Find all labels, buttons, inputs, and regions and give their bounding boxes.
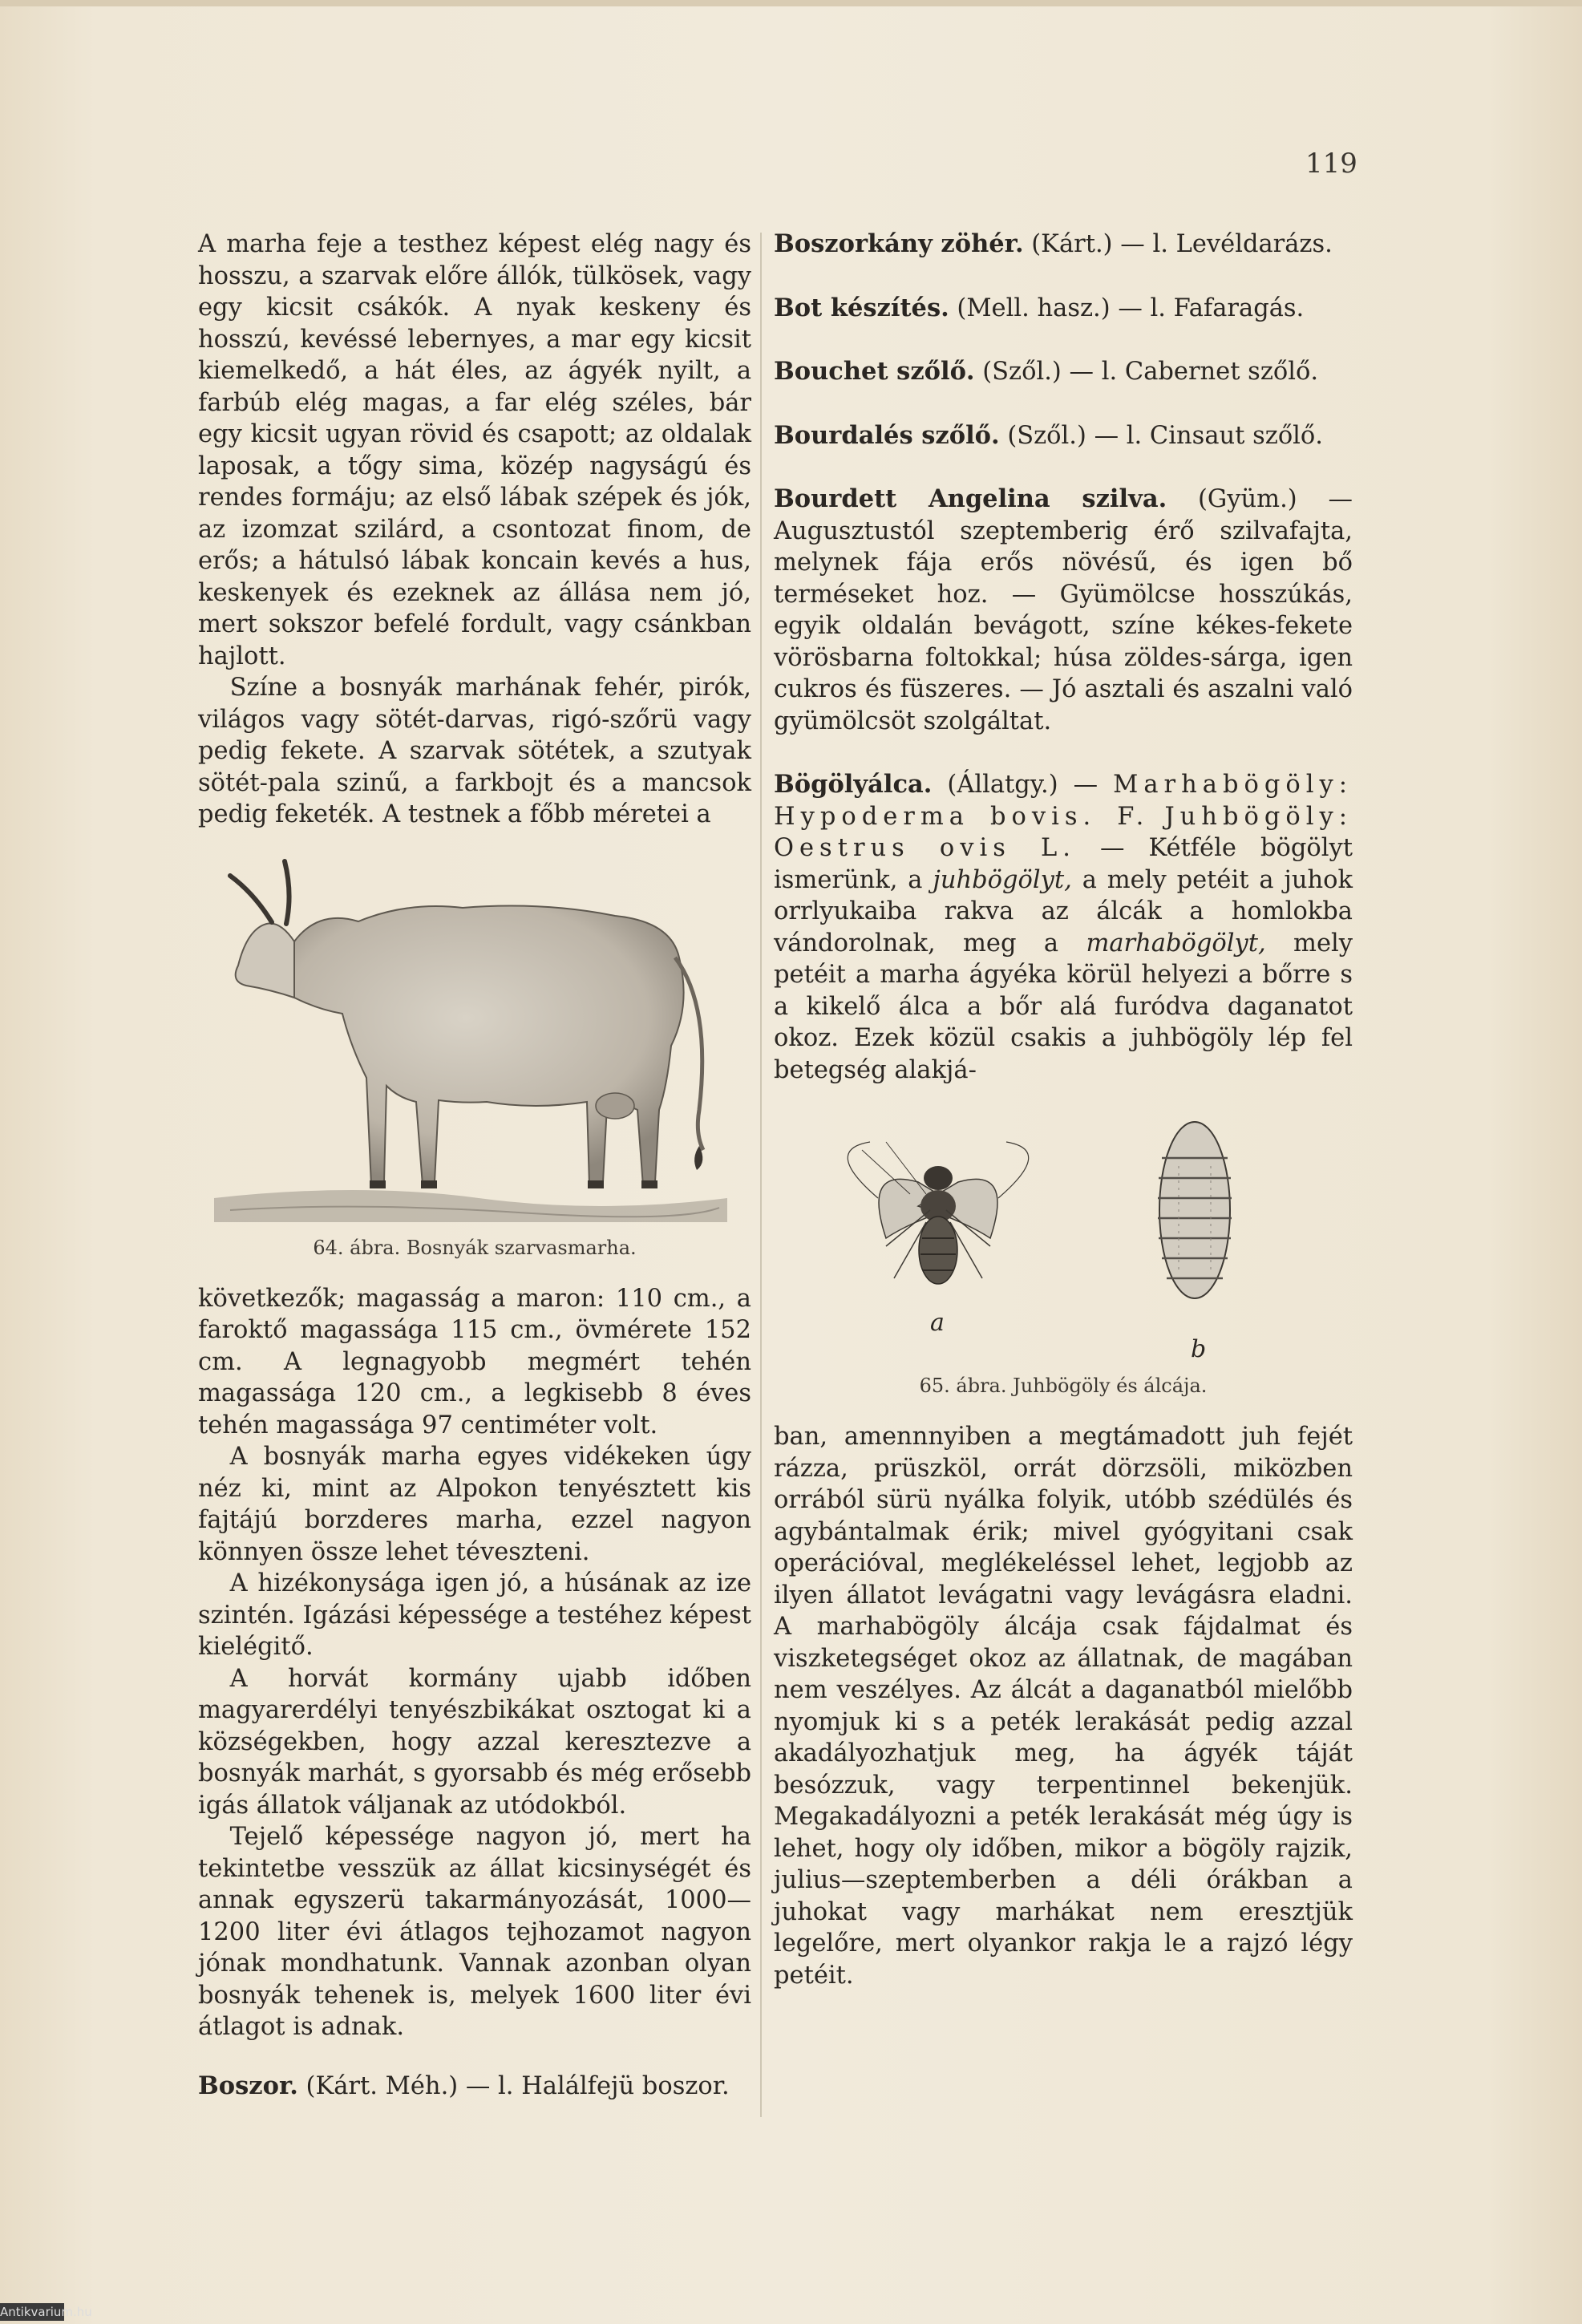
headword: Bourdalés szőlő. — [774, 420, 1000, 450]
headword: Bourdett Angelina szilva. — [774, 484, 1167, 513]
italic-marhabogolyt: marhabögölyt, — [1086, 929, 1266, 958]
entry-text: (Kárt.) — l. Levéldarázs. — [1023, 230, 1333, 258]
right-column — [774, 229, 1353, 1991]
figure-65-caption: 65. ábra. Juhbögöly és álcája. — [919, 1375, 1208, 1397]
fly-drawing — [848, 1142, 1028, 1284]
cow-udder — [596, 1093, 634, 1119]
text-b: a mely petéit a juhok orrlyukaiba rakva az álcák a homlokba vándorolnak, meg a — [774, 865, 1353, 958]
headword: Boszorkány zöhér. — [774, 229, 1024, 258]
entry-bot-keszites — [774, 293, 1353, 325]
paragraph-bogoly-continued: ban, amennnyiben a megtámadott juh fejét rázza, prüszköl, orrát dörzsöli, miközben orrából sürü nyálka folyik, utóbb szédülés és agybántalmak érik; mivel gyógyitani csak operációval, meglékeléssel lehet, legjobb az ilyen állatot levágatni vagy levágásra eladni. A marhabögöly álcája csak fájdalmat és viszketegséget okoz az állatnak, de magában nem veszélyes. Az álcát a daganatból mielőbb nyomjuk ki s a peték lerakását pedig azzal akadályozhatjuk meg, ha ágyék táját besózzuk, vagy terpentinnel bekenjük. Megakadályozni a peték lerakását még úgy is lehet, hogy oly időben, mikor a bögöly rajzik, julius—szeptemberben a déli órákban a juhokat vagy marhákat nem eresztjük legelőre, mert olyankor rakja le a rajzó légy petéit. — [774, 1423, 1353, 1990]
paragraph-cattle-description: A marha feje a testhez képest elég nagy és hosszu, a szarvak előre állók, tülkösek, vagy egy kicsit csákók. A nyak keskeny és hosszú, kevéssé lebernyes, a mar egy kicsit kiemelkedő, a hát éles, az ágyék nyilt, a farbúb elég magas, a far elég széles, bár egy kicsit ugyan rövid és csapott; az oldalak laposak, a tőgy sima, közép nagyságú és rendes formáju; az első lábak szépek és jók, az izomzat szilárd, a csontozat finom, de erős; a hátulsó lábak koncain kevés a hus, keskenyek és ezeknek az állása nem jó, mert sokszor befelé fordult, vagy csánkban hajlott. — [198, 230, 751, 670]
watermark-label: Antikvarium.hu — [0, 2305, 92, 2319]
figure-65 — [774, 1118, 1353, 1397]
botfly-illustration — [774, 1118, 1353, 1375]
larva-drawing — [1158, 1122, 1232, 1298]
paragraph-measurements: következők; magasság a maron: 110 cm., a faroktő magassága 115 cm., övmérete 152 cm. A legnagyobb megmért tehén magassága 120 cm., a legkisebb 8 éves tehén magassága 97 centiméter volt. — [198, 1284, 751, 1439]
paragraph-breeding: A horvát kormány ujabb időben magyarerdélyi tenyészbikákat osztogat ki a községekben, hogy azzal keresztezve a bosnyák marhát, s gyorsabb és még erősebb igás állatok váljanak az utódokból. — [198, 1664, 751, 1820]
paragraph-appearance: A bosnyák marha egyes vidékeken úgy néz ki, mint az Alpokon tenyésztett kis fajtájú borzderes marha, ezzel nagyon könnyen össze lehet téveszteni. — [198, 1443, 751, 1566]
cow-body — [249, 905, 684, 1185]
entry-boszor — [198, 2071, 751, 2103]
species-name-1: Marhabögöly: Hypoderma bovis. F. — [774, 771, 1353, 831]
text-a: — Kétféle bögölyt ismerünk, a — [774, 834, 1353, 894]
figure-65-label-b: b — [1191, 1335, 1207, 1363]
ground-shadow — [214, 1190, 727, 1222]
text-c: mely petéit a marha ágyéka körül helyezi a bőrre s a kikelő álca a bőr alá furódva daganatot okoz. Ezek közül csakis a juhbögöly lép fel betegség alakjá- — [774, 929, 1353, 1084]
headword-bogolyalca: Bögölyálca. — [774, 770, 933, 799]
cow-head — [236, 923, 294, 998]
cattle-illustration — [198, 845, 751, 1230]
page-top-edge — [0, 0, 1582, 6]
species-name-2: Juhbögöly: Oestrus ovis L. — [774, 802, 1353, 862]
figure-64 — [198, 845, 751, 1259]
entry-bourdales-szolo — [774, 420, 1353, 452]
entry-text: (Gyüm.) — Augusztustól szeptemberig érő szilvafajta, melynek fája erős növésű, és igen bő terméseket hoz. — Gyümölcse hosszúkás, egyik oldalán bevágott, színe kékes-fekete vörösbarna foltokkal; húsa zöldes-sárga, igen cukros és füszeres. — Jó asztali és aszalni való gyümölcsöt szolgáltat. — [774, 485, 1353, 735]
entry-text: (Mell. hasz.) — l. Fafaragás. — [949, 294, 1305, 322]
paragraph-fattening: A hizékonysága igen jó, a húsának az ize szintén. Igázási képessége a testéhez képest kielégitő. — [198, 1569, 751, 1661]
figure-65-label-a: a — [930, 1309, 945, 1337]
italic-juhbogolyt: juhbögölyt, — [933, 865, 1072, 894]
entry-text: (Szől.) — l. Cabernet szőlő. — [974, 358, 1319, 386]
classifier: (Állatgy.) — — [932, 771, 1114, 799]
entry-boszorkany-zoher — [774, 229, 1353, 261]
headword: Bouchet szőlő. — [774, 357, 975, 386]
entry-boszor-text: (Kárt. Méh.) — l. Halálfejü boszor. — [297, 2071, 730, 2100]
headword: Bot készítés. — [774, 293, 949, 322]
figure-64-caption: 64. ábra. Bosnyák szarvasmarha. — [313, 1236, 637, 1259]
entry-bogolyalca — [774, 769, 1353, 1086]
paragraph-cattle-color: Színe a bosnyák marhának fehér, pirók, világos vagy sötét-darvas, rigó-szőrü vagy pedig fekete. A szarvak sötétek, a szutyak sötét-pala szinű, a farkbojt és a mancsok pedig feketék. A testnek a főbb méretei a — [198, 674, 751, 828]
entry-text: (Szől.) — l. Cinsaut szőlő. — [999, 421, 1323, 450]
left-column — [198, 229, 751, 2134]
paragraph-milk: Tejelő képessége nagyon jó, mert ha tekintetbe vesszük az állat kicsinységét és annak egyszerü takarmányozását, 1000—1200 liter évi átlagos tejhozamot nagyon jónak mondhatunk. Vannak azonban olyan bosnyák tehenek is, melyek 1600 liter évi átlagot is adnak. — [198, 1823, 751, 2041]
cow-horn-right — [285, 861, 289, 924]
column-divider — [760, 233, 762, 2117]
headword-boszor: Boszor. — [198, 2071, 298, 2100]
entry-bourdett-angelina — [774, 484, 1353, 737]
page-number: 119 — [1305, 148, 1357, 180]
entry-bouchet-szolo — [774, 356, 1353, 388]
cow-horn-left — [230, 876, 272, 922]
